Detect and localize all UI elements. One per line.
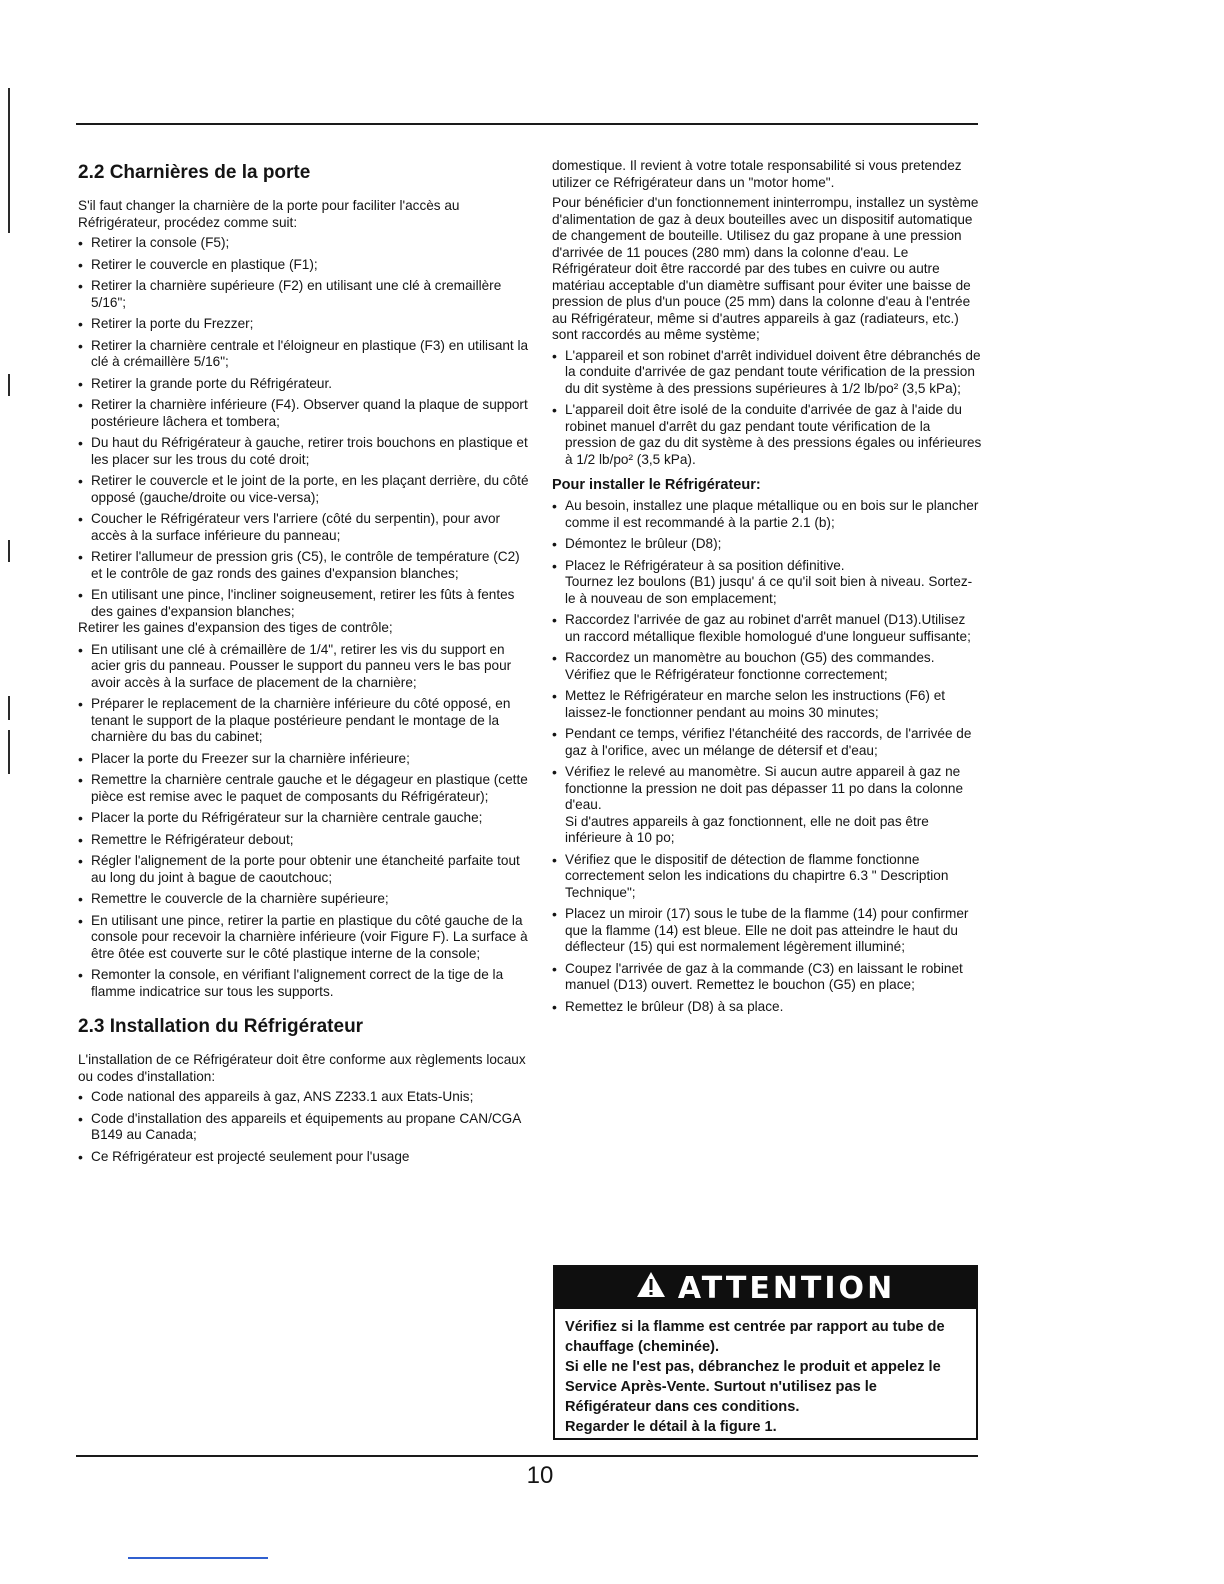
list-item: • Coucher le Réfrigérateur vers l'arriere (côté du serpentin), pour avor accès à la surface inférieure du panneau; <box>78 511 530 544</box>
list-item: • Retirer la charnière inférieure (F4). Observer quand la plaque de support postérieure lâchera et tombera; <box>78 397 530 430</box>
top-rule <box>76 123 978 125</box>
list-item: • Remettre la charnière centrale gauche et le dégageur en plastique (cette pièce est remise avec le paquet de composants du Réfrigérateur); <box>78 772 530 805</box>
list-item: • Retirer la grande porte du Réfrigérateur. <box>78 376 530 393</box>
scan-mark <box>8 88 10 233</box>
scan-mark <box>8 374 10 396</box>
bottom-rule <box>76 1455 978 1457</box>
scan-mark <box>8 730 10 774</box>
attention-title: ATTENTION <box>677 1270 896 1306</box>
list-item: • Retirer la porte du Frezzer; <box>78 316 530 333</box>
right-column <box>552 158 982 1020</box>
gas-check-list <box>552 348 982 469</box>
list-item: • Régler l'alignement de la porte pour obtenir une étancheité parfaite tout au long du joint à bague de caoutchouc; <box>78 853 530 886</box>
gas-supply-paragraph: Pour bénéficier d'un fonctionnement ininterrompu, installez un système d'alimentation de gaz à deux bouteilles avec un dispositif automatique de changement de bouteille. Utilisez du gaz propane à une pression d'arrivée de 11 pouces (280 mm) dans la colonne d'eau. Le Réfrigérateur doit être raccordé par des tubes en cuivre ou autre matériau acceptable d'un diamètre suffisant pour éviter une baisse de pression de plus d'un pouce (25 mm) dans la colonne d'eau à l'entrée au Réfrigérateur, même si d'autres appareils à gaz (radiateurs, etc.) sont raccordés au même système; <box>552 195 979 342</box>
page-number: 10 <box>526 1462 554 1489</box>
section-intro: S'il faut changer la charnière de la porte pour faciliter l'accès au Réfrigérateur, procédez comme suit: <box>78 198 460 230</box>
attention-line: Regarder le détail à la figure 1. <box>565 1419 777 1435</box>
list-item: • Remettre le couvercle de la charnière supérieure; <box>78 891 530 908</box>
list-item: • Placer la porte du Freezer sur la charnière inférieure; <box>78 751 530 768</box>
list-item-line: • Vérifiez le relevé au manomètre. Si aucun autre appareil à gaz ne fonctionne la pression ne doit pas dépasser 11 po dans la colonne d'eau. <box>565 764 964 812</box>
list-item: • Code d'installation des appareils et équipements au propane CAN/CGA B149 au Canada; <box>78 1111 530 1144</box>
list-item: • Démontez le brûleur (D8); <box>552 536 982 553</box>
attention-line: Si elle ne l'est pas, débranchez le produit et appelez le Service Après-Vente. Surtout n'utilisez pas le Réfigérateur dans ces conditions. <box>565 1359 941 1415</box>
list-item: • Ce Réfrigérateur est projecté seulement pour l'usage <box>78 1149 530 1166</box>
hinge-steps-list <box>78 235 530 620</box>
hinge-steps-list-continued <box>78 642 530 1001</box>
attention-header <box>555 1267 976 1309</box>
list-item: • Coupez l'arrivée de gaz à la commande (C3) en laissant le robinet manuel (D13) ouvert. Remettez le bouchon (G5) en place; <box>552 961 982 994</box>
scan-mark <box>8 696 10 720</box>
list-item: • Retirer la console (F5); <box>78 235 530 252</box>
list-item: • En utilisant une pince, l'incliner soigneusement, retirer les fûts à fentes des gaines d'expansion blanches; <box>78 587 530 620</box>
left-column <box>78 150 530 1170</box>
list-item: • Pendant ce temps, vérifiez l'étanchéité des raccords, de l'arrivée de gaz à l'orifice, avec un mélange de détersif et d'eau; <box>552 726 982 759</box>
list-item-line: Si d'autres appareils à gaz fonctionnent, elle ne doit pas être inférieure à 10 po; <box>565 813 929 845</box>
list-item: • Préparer le replacement de la charnière inférieure du côté opposé, en tenant le support de la plaque postérieure pendant le montage de la charnière du bas du cabinet; <box>78 696 530 746</box>
list-item: • Vérifiez que le dispositif de détection de flamme fonctionne correctement selon les indications du chapirtre 6.3 " Description Technique"; <box>552 852 982 902</box>
list-item: • L'appareil et son robinet d'arrêt individuel doivent être débranchés de la conduite d'arrivée de gaz pendant toute vérification de la pression du dit système à des pressions supérieures à 1/2 lb/po² (3,5 kPa); <box>552 348 982 398</box>
list-item: • Code national des appareils à gaz, ANS Z233.1 aux Etats-Unis; <box>78 1089 530 1106</box>
list-item: • Remettez le brûleur (D8) à sa place. <box>552 999 982 1016</box>
list-item: • Retirer le couvercle en plastique (F1); <box>78 257 530 274</box>
list-item: • Remonter la console, en vérifiant l'alignement correct de la tige de la flamme indicatrice sur tous les supports. <box>78 967 530 1000</box>
list-item-line: Tournez lez boulons (B1) jusqu' á ce qu'il soit bien à niveau. Sortez-le à nouveau de son emplacement; <box>565 574 973 606</box>
list-item: • Retirer l'allumeur de pression gris (C5), le contrôle de température (C2) et le contrôle de gaz ronds des gaines d'expansion blanches; <box>78 549 530 582</box>
section-intro: L'installation de ce Réfrigérateur doit être conforme aux règlements locaux ou codes d'installation: <box>78 1052 526 1084</box>
list-item: • En utilisant une pince, retirer la partie en plastique du côté gauche de la console pour recevoir la charnière inférieure (voir Figure F). La surface à être ôtée est couverte sur le côté plastique interne de la console; <box>78 913 530 963</box>
section-title-installation: 2.3 Installation du Réfrigérateur <box>78 1016 364 1037</box>
list-item: • Retirer le couvercle et le joint de la porte, en les plaçant derrière, du côté opposé (gauche/droite ou vice-versa); <box>78 473 530 506</box>
list-item <box>552 558 982 608</box>
footer-link-line <box>128 1557 268 1559</box>
plain-step: Retirer les gaines d'expansion des tiges de contrôle; <box>78 620 393 635</box>
list-item: • Remettre le Réfrigérateur debout; <box>78 832 530 849</box>
list-item: • Retirer la charnière centrale et l'éloigneur en plastique (F3) en utilisant la clé à crémaillère 5/16"; <box>78 338 530 371</box>
install-steps-list <box>552 498 982 1015</box>
section-title-door-hinges: 2.2 Charnières de la porte <box>78 162 311 183</box>
attention-line: Vérifiez si la flamme est centrée par rapport au tube de chauffage (cheminée). <box>565 1319 945 1355</box>
attention-box <box>553 1265 978 1440</box>
list-item: • Au besoin, installez une plaque métallique ou en bois sur le plancher comme il est recommandé à la partie 2.1 (b); <box>552 498 982 531</box>
list-item <box>552 764 982 847</box>
installation-codes-list <box>78 1089 530 1165</box>
list-item: • Placer la porte du Réfrigérateur sur la charnière centrale gauche; <box>78 810 530 827</box>
warning-triangle-icon <box>636 1271 666 1306</box>
attention-body <box>555 1309 976 1445</box>
list-item: • Raccordez un manomètre au bouchon (G5) des commandes. Vérifiez que le Réfrigérateur fonctionne correctement; <box>552 650 982 683</box>
install-heading: Pour installer le Réfrigérateur: <box>552 477 761 493</box>
list-item: • Mettez le Réfrigérateur en marche selon les instructions (F6) et laissez-le fonctionner pendant au moins 30 minutes; <box>552 688 982 721</box>
list-item: • Du haut du Réfrigérateur à gauche, retirer trois bouchons en plastique et les placer sur les trous du coté droit; <box>78 435 530 468</box>
continuation-text: domestique. Il revient à votre totale responsabilité si vous pretendez utilizer ce Réfrigérateur dans un "motor home". <box>552 158 962 190</box>
list-item: • En utilisant une clé à crémaillère de 1/4", retirer les vis du support en acier gris du panneau. Pousser le support du panneu vers le bas pour avoir accès à la surface de placement de la charnière; <box>78 642 530 692</box>
list-item: • L'appareil doit être isolé de la conduite d'arrivée de gaz à l'aide du robinet manuel d'arrêt du gaz pendant toute vérification de la pression de gaz du dit système à des pressions égales ou inférieures à 1/2 lb/po² (3,5 kPa). <box>552 402 982 468</box>
list-item-line: • Placez le Réfrigérateur à sa position définitive. <box>565 557 845 573</box>
list-item: • Placez un miroir (17) sous le tube de la flamme (14) pour confirmer que la flamme (14) est bleue. Elle ne doit pas atteindre le haut du déflecteur (15) qui est normalement légèrement illuminé; <box>552 906 982 956</box>
list-item: • Retirer la charnière supérieure (F2) en utilisant une clé à cremaillère 5/16"; <box>78 278 530 311</box>
scan-mark <box>8 540 10 562</box>
list-item: • Raccordez l'arrivée de gaz au robinet d'arrêt manuel (D13).Utilisez un raccord métallique flexible homologué d'une longueur suffisante; <box>552 612 982 645</box>
